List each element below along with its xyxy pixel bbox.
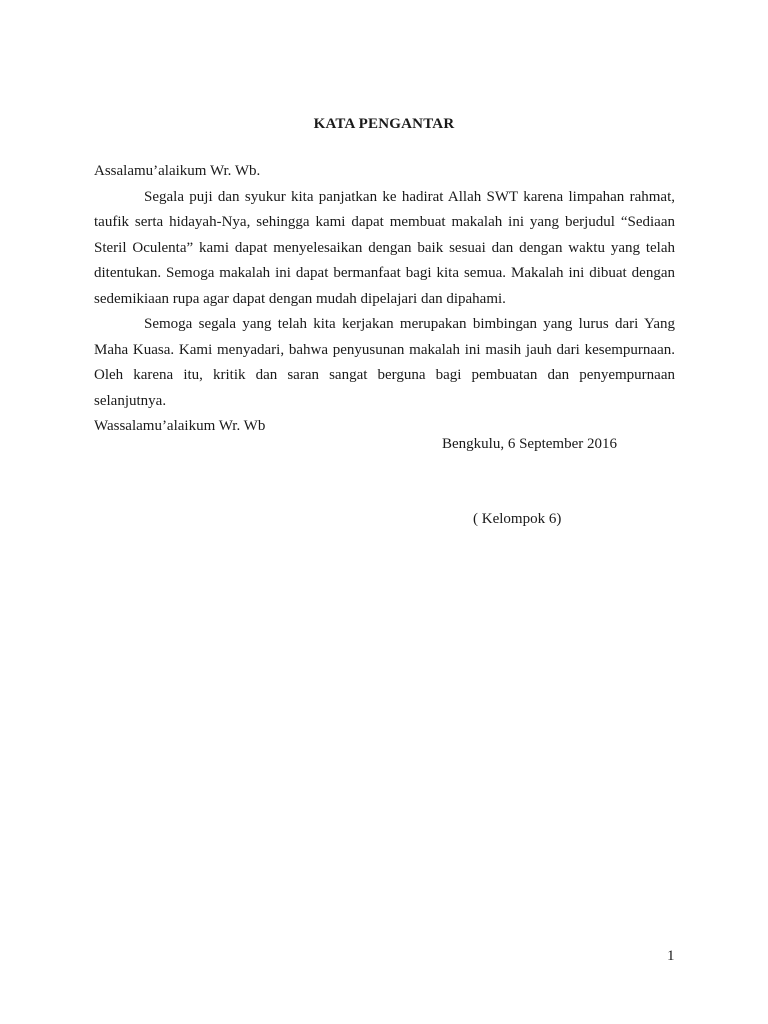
paragraph-1: Segala puji dan syukur kita panjatkan ke hadirat Allah SWT karena limpahan rahmat, taufik serta hidayah-Nya, sehingga kami dapat membuat makalah ini yang berjudul “Sediaan Steril Oculenta” kami dapat menyelesaikan dengan baik sesuai dan dengan waktu yang telah ditentukan. Semoga makalah ini dapat bermanfaat bagi kita semua. Makalah ini dibuat dengan sedemikiaan rupa agar dapat dengan mudah dipelajari dan dipahami. <box>94 188 675 307</box>
signature: ( Kelompok 6) <box>473 511 562 527</box>
salutation: Assalamu’alaikum Wr. Wb. <box>94 163 261 179</box>
page-title: KATA PENGANTAR <box>313 116 455 132</box>
place-date: Bengkulu, 6 September 2016 <box>442 436 617 452</box>
page-number: 1 <box>667 948 675 964</box>
closing: Wassalamu’alaikum Wr. Wb <box>94 418 266 434</box>
body-text <box>94 159 675 440</box>
paragraph-2: Semoga segala yang telah kita kerjakan merupakan bimbingan yang lurus dari Yang Maha Kuasa. Kami menyadari, bahwa penyusunan makalah ini masih jauh dari kesempurnaan. Oleh karena itu, kritik dan saran sangat berguna bagi pembuatan dan penyempurnaan selanjutnya. <box>94 316 675 409</box>
